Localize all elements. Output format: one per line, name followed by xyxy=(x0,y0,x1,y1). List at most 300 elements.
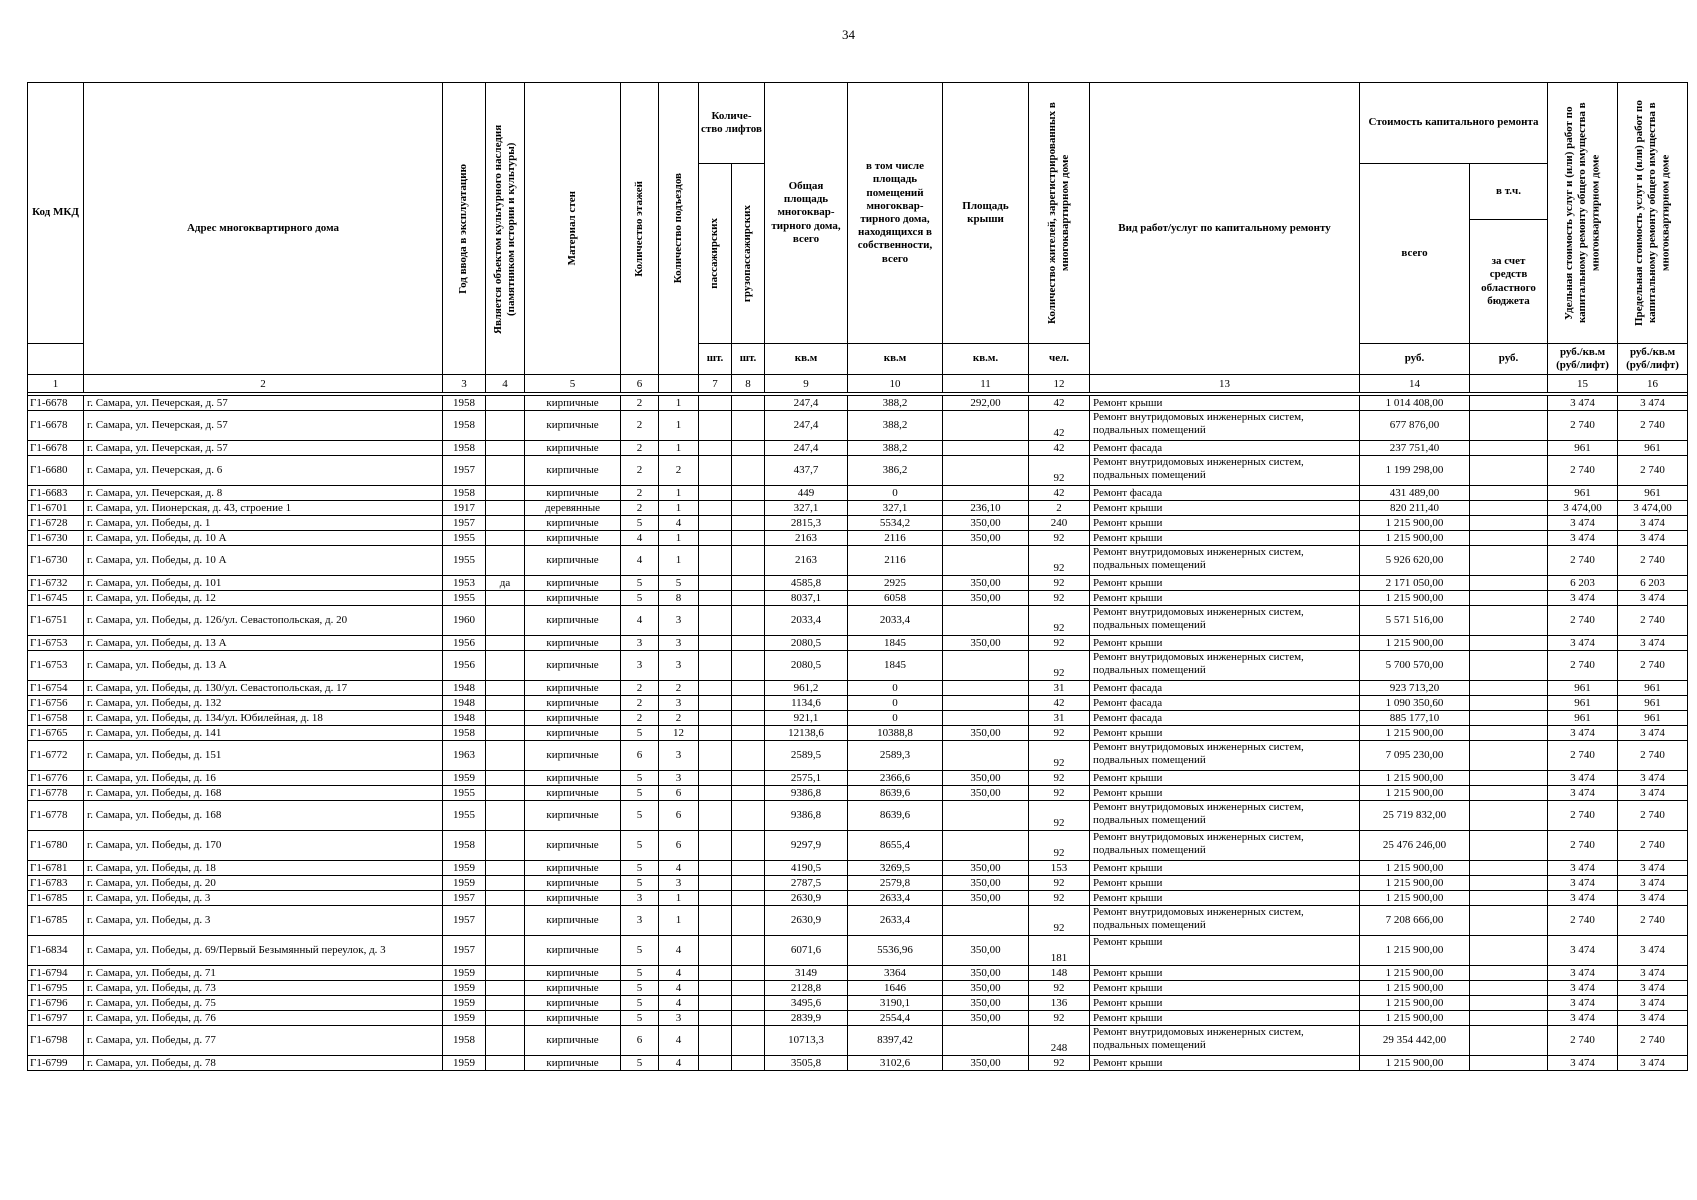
cell-owned-area: 388,2 xyxy=(848,396,943,411)
table-row xyxy=(28,831,1688,861)
unit-lifts-passenger: шт. xyxy=(699,344,732,375)
colnum: 10 xyxy=(848,375,943,393)
cell-year: 1959 xyxy=(443,981,486,996)
cell-roof-area xyxy=(943,411,1029,441)
cell-entrances: 4 xyxy=(659,1056,699,1071)
cell-owned-area: 5534,2 xyxy=(848,516,943,531)
cell-address: г. Самара, ул. Печерская, д. 57 xyxy=(84,411,443,441)
cell-lifts-cargo xyxy=(732,981,765,996)
cell-entrances: 4 xyxy=(659,966,699,981)
cell-unit-cost: 2 740 xyxy=(1548,546,1618,576)
cell-lifts-passenger xyxy=(699,966,732,981)
cell-roof-area xyxy=(943,651,1029,681)
cell-heritage xyxy=(486,891,525,906)
column-number-row xyxy=(28,375,1688,393)
cell-residents: 92 xyxy=(1029,771,1090,786)
cell-entrances: 6 xyxy=(659,786,699,801)
cell-entrances: 2 xyxy=(659,711,699,726)
cell-total-area: 327,1 xyxy=(765,501,848,516)
cell-cost-total: 25 476 246,00 xyxy=(1360,831,1470,861)
cell-lifts-passenger xyxy=(699,786,732,801)
cell-max-cost: 3 474,00 xyxy=(1618,501,1688,516)
cell-code: Г1-6758 xyxy=(28,711,84,726)
cell-lifts-cargo xyxy=(732,546,765,576)
cell-unit-cost: 3 474 xyxy=(1548,996,1618,1011)
table-row xyxy=(28,1026,1688,1056)
cell-lifts-passenger xyxy=(699,741,732,771)
header-address: Адрес многоквартирного дома xyxy=(84,83,443,375)
cell-work: Ремонт фасада xyxy=(1090,711,1360,726)
cell-floors: 4 xyxy=(621,531,659,546)
cell-code: Г1-6753 xyxy=(28,651,84,681)
cell-heritage xyxy=(486,546,525,576)
cell-residents: 92 xyxy=(1029,606,1090,636)
colnum: 2 xyxy=(84,375,443,393)
cell-heritage xyxy=(486,726,525,741)
cell-work: Ремонт внутридомовых инженерных систем, подвальных помещений xyxy=(1090,906,1360,936)
cell-unit-cost: 3 474 xyxy=(1548,966,1618,981)
cell-cost-total: 1 199 298,00 xyxy=(1360,456,1470,486)
cell-work: Ремонт крыши xyxy=(1090,876,1360,891)
cell-floors: 5 xyxy=(621,876,659,891)
cell-owned-area: 388,2 xyxy=(848,411,943,441)
cell-work: Ремонт крыши xyxy=(1090,1011,1360,1026)
header-roof-area: Площадь крыши xyxy=(943,83,1029,344)
cell-entrances: 1 xyxy=(659,546,699,576)
cell-code: Г1-6796 xyxy=(28,996,84,1011)
cell-address: г. Самара, ул. Победы, д. 75 xyxy=(84,996,443,1011)
cell-lifts-cargo xyxy=(732,831,765,861)
cell-work: Ремонт внутридомовых инженерных систем, подвальных помещений xyxy=(1090,741,1360,771)
cell-work: Ремонт крыши xyxy=(1090,726,1360,741)
cell-owned-area: 327,1 xyxy=(848,501,943,516)
cell-floors: 5 xyxy=(621,966,659,981)
cell-address: г. Самара, ул. Победы, д. 170 xyxy=(84,831,443,861)
cell-lifts-cargo xyxy=(732,891,765,906)
cell-max-cost: 3 474 xyxy=(1618,996,1688,1011)
cell-roof-area: 350,00 xyxy=(943,966,1029,981)
cell-year: 1957 xyxy=(443,456,486,486)
cell-total-area: 2163 xyxy=(765,531,848,546)
cell-floors: 5 xyxy=(621,1056,659,1071)
cell-cost-total: 1 215 900,00 xyxy=(1360,516,1470,531)
cell-total-area: 247,4 xyxy=(765,441,848,456)
cell-lifts-cargo xyxy=(732,966,765,981)
cell-total-area: 247,4 xyxy=(765,411,848,441)
cell-year: 1958 xyxy=(443,831,486,861)
cell-year: 1948 xyxy=(443,681,486,696)
cell-lifts-passenger xyxy=(699,696,732,711)
cell-year: 1917 xyxy=(443,501,486,516)
cell-heritage xyxy=(486,711,525,726)
cell-floors: 2 xyxy=(621,711,659,726)
cell-code: Г1-6794 xyxy=(28,966,84,981)
cell-roof-area xyxy=(943,696,1029,711)
cell-cost-budget xyxy=(1470,906,1548,936)
cell-lifts-passenger xyxy=(699,681,732,696)
cell-cost-total: 1 215 900,00 xyxy=(1360,891,1470,906)
cell-lifts-cargo xyxy=(732,501,765,516)
cell-total-area: 2080,5 xyxy=(765,651,848,681)
cell-floors: 2 xyxy=(621,441,659,456)
cell-floors: 5 xyxy=(621,591,659,606)
cell-max-cost: 2 740 xyxy=(1618,741,1688,771)
cell-cost-total: 923 713,20 xyxy=(1360,681,1470,696)
cell-lifts-cargo xyxy=(732,651,765,681)
cell-unit-cost: 2 740 xyxy=(1548,606,1618,636)
colnum: 5 xyxy=(525,375,621,393)
cell-floors: 2 xyxy=(621,501,659,516)
table-row xyxy=(28,591,1688,606)
cell-cost-total: 5 700 570,00 xyxy=(1360,651,1470,681)
cell-work: Ремонт крыши xyxy=(1090,996,1360,1011)
cell-lifts-cargo xyxy=(732,711,765,726)
cell-year: 1958 xyxy=(443,486,486,501)
cell-work: Ремонт крыши xyxy=(1090,771,1360,786)
cell-residents: 92 xyxy=(1029,831,1090,861)
cell-max-cost: 961 xyxy=(1618,441,1688,456)
cell-cost-total: 1 215 900,00 xyxy=(1360,1011,1470,1026)
cell-cost-budget xyxy=(1470,981,1548,996)
cell-lifts-passenger xyxy=(699,591,732,606)
cell-lifts-passenger xyxy=(699,411,732,441)
unit-cost-total: руб. xyxy=(1360,344,1470,375)
cell-cost-total: 1 215 900,00 xyxy=(1360,996,1470,1011)
cell-total-area: 2589,5 xyxy=(765,741,848,771)
cell-lifts-passenger xyxy=(699,546,732,576)
cell-residents: 153 xyxy=(1029,861,1090,876)
cell-max-cost: 2 740 xyxy=(1618,411,1688,441)
cell-address: г. Самара, ул. Печерская, д. 8 xyxy=(84,486,443,501)
cell-work: Ремонт крыши xyxy=(1090,1056,1360,1071)
cell-material: кирпичные xyxy=(525,456,621,486)
cell-owned-area: 3102,6 xyxy=(848,1056,943,1071)
cell-roof-area: 350,00 xyxy=(943,1056,1029,1071)
cell-floors: 5 xyxy=(621,831,659,861)
cell-cost-total: 1 215 900,00 xyxy=(1360,591,1470,606)
cell-floors: 2 xyxy=(621,681,659,696)
table-row xyxy=(28,726,1688,741)
cell-cost-budget xyxy=(1470,1026,1548,1056)
cell-heritage xyxy=(486,636,525,651)
cell-material: кирпичные xyxy=(525,786,621,801)
cell-residents: 92 xyxy=(1029,576,1090,591)
cell-heritage xyxy=(486,411,525,441)
cell-lifts-passenger xyxy=(699,486,732,501)
cell-year: 1948 xyxy=(443,696,486,711)
cell-residents: 92 xyxy=(1029,726,1090,741)
cell-unit-cost: 2 740 xyxy=(1548,906,1618,936)
cell-heritage xyxy=(486,831,525,861)
cell-cost-budget xyxy=(1470,876,1548,891)
cell-unit-cost: 3 474 xyxy=(1548,891,1618,906)
cell-material: кирпичные xyxy=(525,591,621,606)
unit-unit-cost: руб./кв.м (руб/лифт) xyxy=(1548,344,1618,375)
cell-total-area: 3505,8 xyxy=(765,1056,848,1071)
cell-unit-cost: 2 740 xyxy=(1548,651,1618,681)
cell-floors: 5 xyxy=(621,936,659,966)
cell-year: 1959 xyxy=(443,1011,486,1026)
cell-max-cost: 2 740 xyxy=(1618,831,1688,861)
cell-entrances: 3 xyxy=(659,741,699,771)
header-owned-area: в том числе площадь помещений многоквар-тирного дома, находящихся в собственности, всего xyxy=(848,83,943,344)
cell-residents: 92 xyxy=(1029,876,1090,891)
cell-roof-area: 350,00 xyxy=(943,861,1029,876)
cell-residents: 92 xyxy=(1029,741,1090,771)
colnum: 12 xyxy=(1029,375,1090,393)
header-unit-cost: Удельная стоимость услуг и (или) работ по капитальному ремонту общего имущества в многоквартирном доме xyxy=(1548,83,1618,344)
cell-heritage xyxy=(486,771,525,786)
table-row xyxy=(28,786,1688,801)
cell-max-cost: 2 740 xyxy=(1618,456,1688,486)
cell-roof-area: 350,00 xyxy=(943,876,1029,891)
cell-material: кирпичные xyxy=(525,396,621,411)
cell-floors: 5 xyxy=(621,801,659,831)
cell-year: 1956 xyxy=(443,636,486,651)
cell-residents: 92 xyxy=(1029,1056,1090,1071)
cell-address: г. Самара, ул. Победы, д. 12 xyxy=(84,591,443,606)
cell-heritage xyxy=(486,441,525,456)
cell-entrances: 4 xyxy=(659,936,699,966)
cell-address: г. Самара, ул. Победы, д. 71 xyxy=(84,966,443,981)
cell-entrances: 8 xyxy=(659,591,699,606)
cell-roof-area xyxy=(943,1026,1029,1056)
cell-code: Г1-6780 xyxy=(28,831,84,861)
cell-floors: 4 xyxy=(621,546,659,576)
table-row xyxy=(28,876,1688,891)
cell-roof-area: 350,00 xyxy=(943,996,1029,1011)
cell-owned-area: 8639,6 xyxy=(848,801,943,831)
cell-cost-total: 7 208 666,00 xyxy=(1360,906,1470,936)
cell-material: кирпичные xyxy=(525,966,621,981)
cell-material: кирпичные xyxy=(525,1056,621,1071)
cell-total-area: 6071,6 xyxy=(765,936,848,966)
cell-cost-budget xyxy=(1470,726,1548,741)
cell-year: 1958 xyxy=(443,441,486,456)
cell-cost-total: 1 215 900,00 xyxy=(1360,936,1470,966)
cell-material: кирпичные xyxy=(525,606,621,636)
cell-total-area: 2080,5 xyxy=(765,636,848,651)
cell-lifts-passenger xyxy=(699,906,732,936)
cell-heritage xyxy=(486,996,525,1011)
cell-heritage xyxy=(486,741,525,771)
cell-code: Г1-6730 xyxy=(28,546,84,576)
cell-residents: 31 xyxy=(1029,711,1090,726)
cell-cost-budget xyxy=(1470,501,1548,516)
cell-cost-total: 1 215 900,00 xyxy=(1360,786,1470,801)
cell-lifts-cargo xyxy=(732,786,765,801)
cell-lifts-passenger xyxy=(699,831,732,861)
cell-material: кирпичные xyxy=(525,1011,621,1026)
cell-lifts-cargo xyxy=(732,771,765,786)
cell-lifts-cargo xyxy=(732,531,765,546)
cell-address: г. Самара, ул. Победы, д. 134/ул. Юбилейная, д. 18 xyxy=(84,711,443,726)
cell-heritage xyxy=(486,801,525,831)
cell-max-cost: 961 xyxy=(1618,696,1688,711)
cell-code: Г1-6728 xyxy=(28,516,84,531)
cell-lifts-passenger xyxy=(699,981,732,996)
table-row xyxy=(28,396,1688,411)
unit-residents: чел. xyxy=(1029,344,1090,375)
cell-address: г. Самара, ул. Победы, д. 13 А xyxy=(84,636,443,651)
cell-unit-cost: 3 474,00 xyxy=(1548,501,1618,516)
cell-heritage xyxy=(486,981,525,996)
cell-entrances: 3 xyxy=(659,651,699,681)
cell-code: Г1-6730 xyxy=(28,531,84,546)
cell-code: Г1-6778 xyxy=(28,786,84,801)
cell-owned-area: 3364 xyxy=(848,966,943,981)
table-row xyxy=(28,861,1688,876)
cell-floors: 3 xyxy=(621,651,659,681)
cell-material: кирпичные xyxy=(525,996,621,1011)
cell-max-cost: 3 474 xyxy=(1618,876,1688,891)
cell-lifts-cargo xyxy=(732,681,765,696)
cell-lifts-cargo xyxy=(732,861,765,876)
cell-address: г. Самара, ул. Победы, д. 10 А xyxy=(84,531,443,546)
cell-residents: 92 xyxy=(1029,636,1090,651)
cell-unit-cost: 2 740 xyxy=(1548,1026,1618,1056)
cell-year: 1960 xyxy=(443,606,486,636)
cell-lifts-cargo xyxy=(732,741,765,771)
cell-entrances: 12 xyxy=(659,726,699,741)
cell-lifts-cargo xyxy=(732,936,765,966)
cell-residents: 148 xyxy=(1029,966,1090,981)
cell-material: кирпичные xyxy=(525,906,621,936)
cell-max-cost: 961 xyxy=(1618,681,1688,696)
cell-address: г. Самара, ул. Победы, д. 151 xyxy=(84,741,443,771)
table-row xyxy=(28,711,1688,726)
cell-heritage xyxy=(486,591,525,606)
cell-lifts-cargo xyxy=(732,996,765,1011)
cell-address: г. Самара, ул. Победы, д. 141 xyxy=(84,726,443,741)
cell-residents: 42 xyxy=(1029,441,1090,456)
cell-unit-cost: 3 474 xyxy=(1548,531,1618,546)
cell-work: Ремонт фасада xyxy=(1090,681,1360,696)
cell-material: кирпичные xyxy=(525,801,621,831)
cell-residents: 92 xyxy=(1029,546,1090,576)
cell-max-cost: 3 474 xyxy=(1618,936,1688,966)
cell-total-area: 2787,5 xyxy=(765,876,848,891)
cell-lifts-cargo xyxy=(732,591,765,606)
cell-entrances: 1 xyxy=(659,531,699,546)
cell-unit-cost: 3 474 xyxy=(1548,1011,1618,1026)
cell-entrances: 4 xyxy=(659,861,699,876)
cell-unit-cost: 3 474 xyxy=(1548,396,1618,411)
cell-address: г. Самара, ул. Пионерская, д. 43, строение 1 xyxy=(84,501,443,516)
cell-code: Г1-6732 xyxy=(28,576,84,591)
cell-code: Г1-6776 xyxy=(28,771,84,786)
cell-work: Ремонт крыши xyxy=(1090,501,1360,516)
cell-owned-area: 0 xyxy=(848,711,943,726)
cell-cost-total: 820 211,40 xyxy=(1360,501,1470,516)
cell-unit-cost: 3 474 xyxy=(1548,726,1618,741)
cell-floors: 3 xyxy=(621,906,659,936)
cell-code: Г1-6797 xyxy=(28,1011,84,1026)
header-floors: Количество этажей xyxy=(621,83,659,375)
cell-address: г. Самара, ул. Печерская, д. 6 xyxy=(84,456,443,486)
table-row xyxy=(28,546,1688,576)
cell-roof-area: 350,00 xyxy=(943,936,1029,966)
cell-residents: 92 xyxy=(1029,981,1090,996)
cell-entrances: 3 xyxy=(659,771,699,786)
cell-material: кирпичные xyxy=(525,576,621,591)
cell-max-cost: 3 474 xyxy=(1618,636,1688,651)
cell-lifts-passenger xyxy=(699,861,732,876)
cell-cost-budget xyxy=(1470,456,1548,486)
cell-cost-total: 885 177,10 xyxy=(1360,711,1470,726)
cell-lifts-cargo xyxy=(732,486,765,501)
cell-work: Ремонт внутридомовых инженерных систем, подвальных помещений xyxy=(1090,606,1360,636)
cell-residents: 31 xyxy=(1029,681,1090,696)
cell-code: Г1-6678 xyxy=(28,441,84,456)
cell-lifts-passenger xyxy=(699,876,732,891)
table-row xyxy=(28,981,1688,996)
cell-entrances: 6 xyxy=(659,831,699,861)
cell-heritage xyxy=(486,516,525,531)
cell-year: 1953 xyxy=(443,576,486,591)
header-cost-budget: за счет средств областного бюджета xyxy=(1470,220,1548,344)
cell-owned-area: 2925 xyxy=(848,576,943,591)
cell-code: Г1-6683 xyxy=(28,486,84,501)
cell-unit-cost: 3 474 xyxy=(1548,516,1618,531)
cell-heritage xyxy=(486,906,525,936)
cell-max-cost: 2 740 xyxy=(1618,1026,1688,1056)
cell-material: кирпичные xyxy=(525,651,621,681)
cell-cost-budget xyxy=(1470,966,1548,981)
header-lifts-cargo: грузопассажирских xyxy=(732,164,765,344)
cell-work: Ремонт внутридомовых инженерных систем, подвальных помещений xyxy=(1090,1026,1360,1056)
cell-residents: 240 xyxy=(1029,516,1090,531)
cell-total-area: 3495,6 xyxy=(765,996,848,1011)
cell-year: 1959 xyxy=(443,876,486,891)
cell-entrances: 3 xyxy=(659,606,699,636)
cell-roof-area xyxy=(943,456,1029,486)
cell-heritage xyxy=(486,396,525,411)
cell-cost-budget xyxy=(1470,516,1548,531)
cell-address: г. Самара, ул. Победы, д. 16 xyxy=(84,771,443,786)
cell-floors: 5 xyxy=(621,786,659,801)
page-number: 34 xyxy=(842,27,855,42)
cell-cost-budget xyxy=(1470,531,1548,546)
table-row xyxy=(28,516,1688,531)
cell-cost-budget xyxy=(1470,786,1548,801)
cell-total-area: 2630,9 xyxy=(765,906,848,936)
cell-heritage: да xyxy=(486,576,525,591)
cell-max-cost: 2 740 xyxy=(1618,906,1688,936)
cell-max-cost: 3 474 xyxy=(1618,966,1688,981)
colnum: 4 xyxy=(486,375,525,393)
table-row xyxy=(28,531,1688,546)
cell-max-cost: 2 740 xyxy=(1618,651,1688,681)
cell-year: 1958 xyxy=(443,726,486,741)
cell-entrances: 1 xyxy=(659,501,699,516)
cell-owned-area: 8655,4 xyxy=(848,831,943,861)
table-row xyxy=(28,636,1688,651)
cell-lifts-passenger xyxy=(699,651,732,681)
cell-entrances: 3 xyxy=(659,1011,699,1026)
cell-roof-area: 350,00 xyxy=(943,516,1029,531)
cell-work: Ремонт крыши xyxy=(1090,891,1360,906)
cell-lifts-cargo xyxy=(732,396,765,411)
cell-cost-total: 1 215 900,00 xyxy=(1360,1056,1470,1071)
cell-max-cost: 3 474 xyxy=(1618,531,1688,546)
cell-roof-area: 236,10 xyxy=(943,501,1029,516)
cell-lifts-passenger xyxy=(699,1011,732,1026)
cell-heritage xyxy=(486,606,525,636)
cell-total-area: 2815,3 xyxy=(765,516,848,531)
cell-work: Ремонт внутридомовых инженерных систем, подвальных помещений xyxy=(1090,801,1360,831)
cell-cost-budget xyxy=(1470,486,1548,501)
